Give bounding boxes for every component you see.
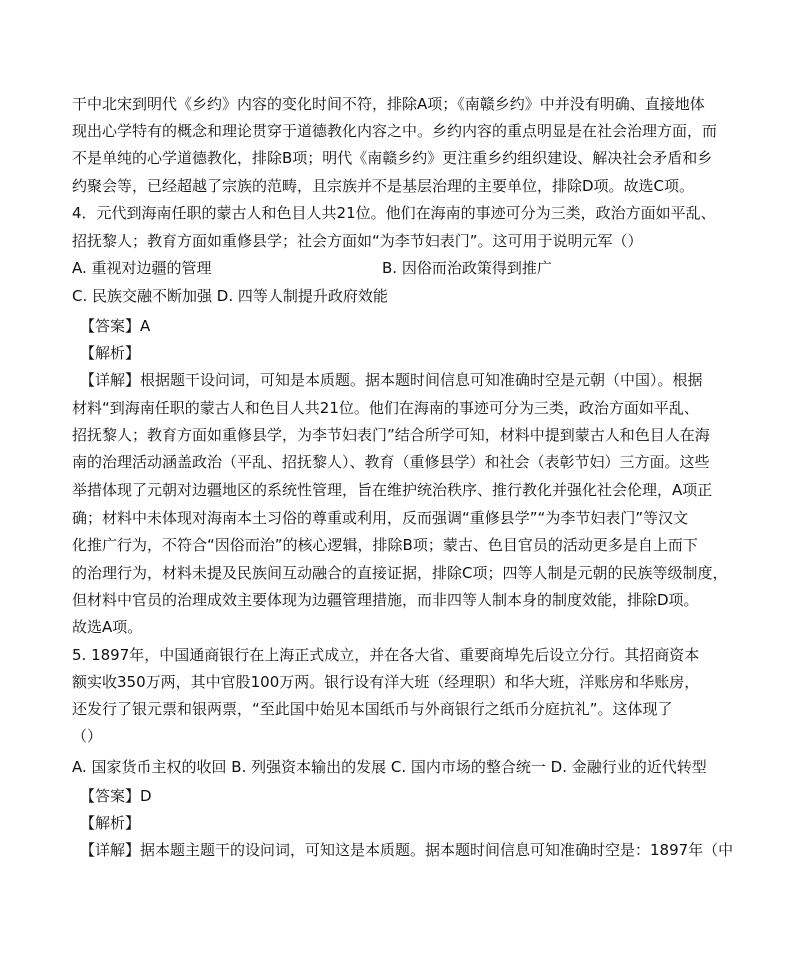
- question-4-option-b: B. 因俗而治政策得到推广: [382, 259, 552, 277]
- question-4-detail: 【详解】根据题干设问词，可知是本质题。据本题时间信息可知准确时空是元朝（中国）。根据: [80, 371, 703, 389]
- question-4-answer: 【答案】A: [80, 317, 151, 335]
- question-5-options: A. 国家货币主权的收回 B. 列强资本输出的发展 C. 国内市场的整合统一 D. 金融行业的近代转型: [72, 758, 707, 776]
- question-4-detail: 故选A项。: [72, 618, 143, 636]
- question-4-detail: 材料“到海南任职的蒙古人和色目人共21位。他们在海南的事迹可分为三类，政治方面如平乱、: [72, 399, 699, 417]
- question-4-option-cd: C. 民族交融不断加强 D. 四等人制提升政府效能: [72, 287, 388, 305]
- question-4-stem: 招抚黎人；教育方面如重修县学；社会方面如“为李节妇表门”。这可用于说明元军（）: [72, 232, 643, 250]
- paragraph-line: 约聚会等，已经超越了宗族的范畴，且宗族并不是基层治理的主要单位，排除D项。故选C项。: [72, 177, 695, 195]
- question-5-answer: 【答案】D: [80, 787, 152, 805]
- question-5-analysis-heading: 【解析】: [80, 814, 141, 832]
- question-4-detail: 但材料中官员的治理成效主要体现为边疆管理措施，而非四等人制本身的制度效能，排除D项。: [72, 591, 699, 609]
- question-5-stem: （）: [72, 727, 103, 745]
- question-4-detail: 化推广行为，不符合“因俗而治”的核心逻辑，排除B项；蒙古、色目官员的活动更多是自上而下: [72, 536, 698, 554]
- paragraph-line: 不是单纯的心学道德教化，排除B项；明代《南赣乡约》更注重乡约组织建设、解决社会矛盾和乡: [72, 149, 713, 167]
- question-4-detail: 南的治理活动涵盖政治（平乱、招抚黎人）、教育（重修县学）和社会（表彰节妇）三方面。这些: [72, 453, 710, 471]
- question-4-detail: 的治理行为，材料未提及民族间互动融合的直接证据，排除C项；四等人制是元朝的民族等级制度，: [72, 564, 728, 582]
- question-4-analysis-heading: 【解析】: [80, 344, 141, 362]
- question-4-detail: 招抚黎人；教育方面如重修县学，为李节妇表门”结合所学可知，材料中提到蒙古人和色目人在海: [72, 426, 710, 444]
- paragraph-line: 现出心学特有的概念和理论贯穿于道德教化内容之中。乡约内容的重点明显是在社会治理方面，而: [72, 122, 718, 140]
- paragraph-line: 干中北宋到明代《乡约》内容的变化时间不符，排除A项；《南赣乡约》中并没有明确、直接地体: [72, 95, 705, 113]
- question-4-option-a: A. 重视对边疆的管理: [72, 259, 212, 277]
- question-4-detail: 确；材料中未体现对海南本土习俗的尊重或利用，反而强调“重修县学”“为李节妇表门”等汉文: [72, 509, 689, 527]
- question-5-detail: 【详解】据本题主题干的设问词，可知这是本质题。据本题时间信息可知准确时空是：1897年（中: [80, 841, 734, 859]
- question-5-stem: 还发行了银元票和银两票，“至此国中始见本国纸币与外商银行之纸币分庭抗礼”。这体现了: [72, 700, 673, 718]
- question-4-detail: 举措体现了元朝对边疆地区的系统性管理，旨在维护统治秩序、推行教化并强化社会伦理，A项正: [72, 481, 713, 499]
- question-5-stem: 5. 1897年，中国通商银行在上海正式成立，并在各大省、重要商埠先后设立分行。其招商资本: [72, 646, 700, 664]
- question-4-stem: 4．元代到海南任职的蒙古人和色目人共21位。他们在海南的事迹可分为三类，政治方面如平乱、: [72, 204, 716, 222]
- question-5-stem: 额实收350万两，其中官股100万两。银行设有洋大班（经理职）和华大班，洋账房和华账房，: [72, 673, 700, 691]
